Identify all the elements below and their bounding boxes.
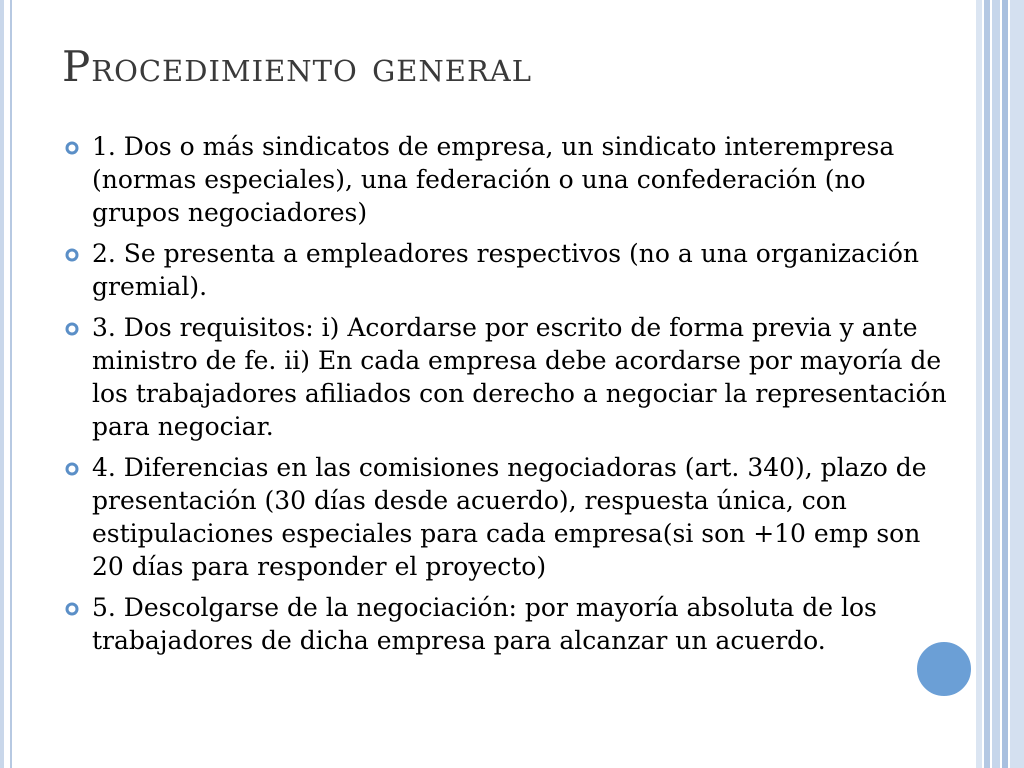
list-item	[62, 451, 952, 583]
slide-title: Procedimiento general	[62, 42, 533, 91]
bullet-text: 1. Dos o más sindicatos de empresa, un sindicato interempresa (normas especiales), una federación o una confederación (no grupos negociadores)	[92, 132, 895, 227]
bullet-ring-icon	[64, 140, 80, 156]
bullet-ring-icon	[64, 601, 80, 617]
bullet-text: 5. Descolgarse de la negociación: por mayoría absoluta de los trabajadores de dicha empresa para alcanzar un acuerdo.	[92, 593, 877, 655]
list-item	[62, 591, 952, 657]
list-item	[62, 237, 952, 303]
list-item	[62, 311, 952, 443]
bullet-ring-icon	[64, 247, 80, 263]
right-frame-stripe	[1010, 0, 1024, 768]
right-frame-stripe	[976, 0, 982, 768]
bullet-text: 4. Diferencias en las comisiones negociadoras (art. 340), plazo de presentación (30 días desde acuerdo), respuesta única, con estipulaciones especiales para cada empresa(si son +10 emp son 20 días para responder el proyecto)	[92, 453, 927, 581]
right-frame-stripe	[1002, 0, 1008, 768]
left-frame-line-inner	[10, 0, 12, 768]
bullet-list	[62, 130, 952, 665]
bullet-ring-icon	[64, 461, 80, 477]
right-frame-stripe	[992, 0, 1000, 768]
right-frame-stripe	[984, 0, 990, 768]
bullet-text: 2. Se presenta a empleadores respectivos (no a una organización gremial).	[92, 239, 920, 301]
left-frame-line	[0, 0, 4, 768]
bullet-text: 3. Dos requisitos: i) Acordarse por escrito de forma previa y ante ministro de fe. ii) En cada empresa debe acordarse por mayoría de los trabajadores afiliados con derecho a negociar la representación para negociar.	[92, 313, 947, 441]
list-item	[62, 130, 952, 229]
bullet-ring-icon	[64, 321, 80, 337]
